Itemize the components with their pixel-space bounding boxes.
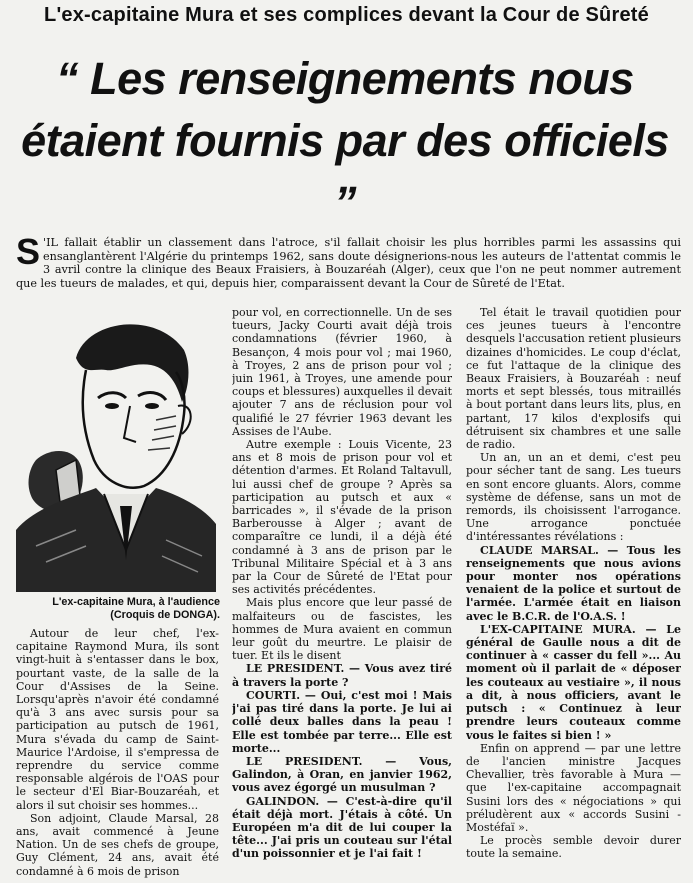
paragraph: LE PRESIDENT. — Vous avez tiré à travers la porte ? xyxy=(232,662,452,689)
portrait-sketch xyxy=(16,310,216,592)
paragraph: pour vol, en correctionnelle. Un de ses tueurs, Jacky Courti avait déjà trois condamnations (février 1960, à Besançon, 4 mois pour vol ; mai 1960, à Troyes, 2 ans de prison pour vol ; juin 1961, à Troyes, une amende pour coups et blessures) auxquelles il devait ajouter 7 ans de réclusion pour vol qualifié le 27 février 1963 devant les Assises de l'Aube. xyxy=(232,306,452,438)
paragraph: Autre exemple : Louis Vicente, 23 ans et 8 mois de prison pour vol et détention d'armes. Et Roland Taltavull, lui aussi chef de groupe ? Après sa participation au putsch et aux « barricades », il s'évade de la prison Barberousse à Alger ; avant de comparaître ce lundi, il a déjà été condamné à 3 ans de prison par le Tribunal Militaire Spécial et à 3 ans par la Cour de Sûreté de l'Etat pour ses activités précédentes. xyxy=(232,438,452,597)
lede-text: 'IL fallait établir un classement dans l'atroce, s'il fallait choisir les plus horribles parmi les assassins qui ensanglantèrent l'Algérie du printemps 1962, sans doute désignerions-nous les auteurs de l'attentat commis le 3 avril contre la clinique des Beaux Fraisiers, à Bouzaréah (Alger), ceux que l'on ne peut nommer autrement que les tueurs de malades, et qui, depuis hier, comparaissent devant la Cour de Sûreté de l'Etat. xyxy=(16,236,681,290)
paragraph: Enfin on apprend — par une lettre de l'ancien ministre Jacques Chevallier, très favorable à Mura — que l'ex-capitaine accompagnait Susini lors des « négociations » qui préludèrent aux « accords Susini - Mostéfaï ». xyxy=(466,741,681,834)
paragraph: Un an, un an et demi, c'est peu pour sécher tant de sang. Les tueurs en sont encore gluants. Alors, comme système de défense, sans un mot de remords, ils choisissent l'arrogance. Une arrogance ponctuée d'intéressantes révélations : xyxy=(466,451,681,544)
paragraph: COURTI. — Oui, c'est moi ! Mais j'ai pas tiré dans la porte. Je lui ai collé deux balles dans la peau ! Elle est tombée par terre... Elle est morte... xyxy=(232,688,452,755)
article-column-2 xyxy=(232,306,452,880)
caption-line: L'ex-capitaine Mura, à l'audience xyxy=(52,596,220,608)
paragraph: L'EX-CAPITAINE MURA. — Le général de Gaulle nous a dit de continuer à « casser du fell »... Au moment où il parlait de « déposer les couteaux au vestiaire », il nous a dit, à nous officiers, avant le putsch : « Continuez à leur prendre leurs couteaux comme vous le faites si bien ! » xyxy=(466,622,681,742)
paragraph: LE PRESIDENT. — Vous, Galindon, à Oran, en janvier 1962, vous avez égorgé un musulman ? xyxy=(232,754,452,795)
article-column-1 xyxy=(16,627,219,879)
paragraph: Son adjoint, Claude Marsal, 28 ans, avait commencé à Jeune Nation. Un de ses chefs de groupe, Guy Clément, 24 ans, avait été condamné à 6 mois de prison xyxy=(16,811,219,878)
kicker-title: L'ex-capitaine Mura et ses complices devant la Cour de Sûreté xyxy=(44,4,649,26)
paragraph: Autour de leur chef, l'ex-capitaine Raymond Mura, ils sont vingt-huit à s'entasser dans le box, pourtant vaste, de la salle de la Cour d'Assises de la Seine. Lorsqu'après n'avoir été condamné qu'à 3 ans avec sursis pour sa participation au putsch de 1961, Mura s'évada du camp de Saint-Maurice l'Ardoise, il s'empressa de reprendre du service comme responsable algérois de l'OAS pour le secteur d'El Biar-Bouzaréah, et alors il sut choisir ses hommes... xyxy=(16,627,219,812)
headline: “ Les renseignements nous étaient fournis par des officiels ” xyxy=(21,53,669,228)
paragraph: Mais plus encore que leur passé de malfaiteurs ou de fascistes, les hommes de Mura avaient en commun leur goût du meurtre. Le plaisir de tuer. Et ils le disent xyxy=(232,596,452,663)
paragraph: Le procès semble devoir durer toute la semaine. xyxy=(466,834,681,861)
paragraph: Tel était le travail quotidien pour ces jeunes tueurs à l'encontre desquels l'accusation retient plusieurs dizaines d'homicides. Le coup d'éclat, ce fut l'attaque de la clinique des Beaux Fraisiers, à Bouzaréah : neuf morts et sept blessés, tous mitraillés à bout portant dans leurs lits, plus, en partant, 17 kilos d'explosifs qui détruisent six chambres et une salle de radio. xyxy=(466,306,681,452)
article-column-3 xyxy=(466,306,681,880)
paragraph: CLAUDE MARSAL. — Tous les renseignements que nous avions pour monter nos opérations venaient de la police et surtout de l'armée. L'armée était en liaison avec le B.C.R. de l'O.A.S. ! xyxy=(466,543,681,623)
drop-cap: S xyxy=(16,236,41,272)
caption-credit: (Croquis de DONGA). xyxy=(110,609,220,621)
portrait-caption xyxy=(14,596,220,622)
lede-paragraph xyxy=(16,236,681,306)
paragraph: GALINDON. — C'est-à-dire qu'il était déjà mort. J'étais à côté. Un Européen m'a dit de lui couper la tête... J'ai pris un couteau sur l'étal d'un poissonnier et je l'ai fait ! xyxy=(232,794,452,861)
